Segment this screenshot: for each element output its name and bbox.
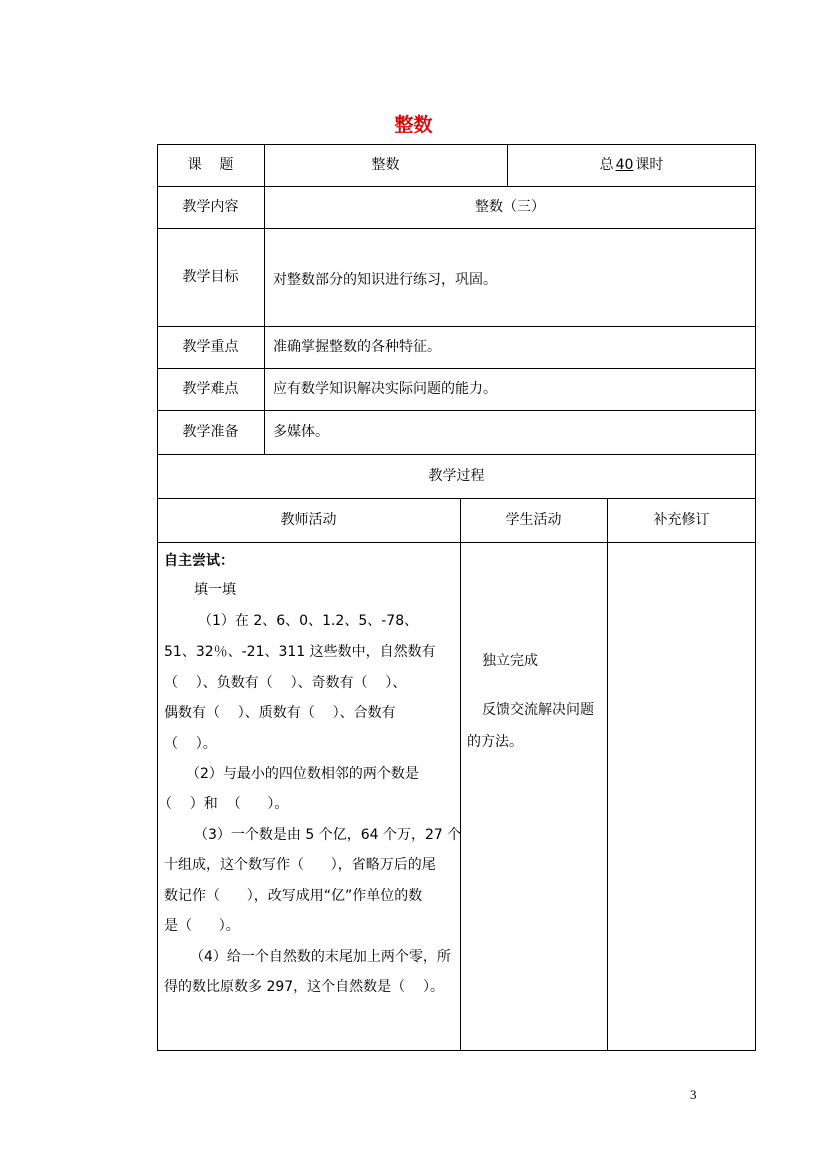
row-label-preparation: 教学准备 (182, 424, 239, 440)
teacher-line: 十组成，这个数写作（ ），省略万后的尾 (164, 857, 436, 873)
student-line: 的方法。 (467, 734, 523, 750)
row-divider (157, 186, 756, 187)
row-divider (157, 542, 756, 543)
total-suffix: 课时 (635, 157, 664, 173)
student-line: 独立完成 (482, 653, 538, 669)
total-hours-number: 40 (615, 157, 634, 173)
row-divider (157, 368, 756, 369)
teacher-line: 数记作（ ），改写成用“亿”作单位的数 (164, 888, 423, 904)
teacher-line: 填一填 (194, 582, 236, 598)
row-value-difficulty: 应有数学知识解决实际问题的能力。 (273, 381, 497, 397)
teacher-line: （1）在 2、6、0、1.2、5、-78、 (198, 613, 419, 629)
row-label-keypoint: 教学重点 (182, 339, 239, 355)
row-divider (157, 498, 756, 499)
page-number: 3 (690, 1087, 697, 1102)
teacher-line: （ ）。 (164, 736, 217, 752)
student-revise-divider (607, 498, 608, 1051)
total-prefix: 总 (599, 157, 614, 173)
teacher-line: （2）与最小的四位数相邻的两个数是 (186, 766, 419, 782)
row-divider (157, 228, 756, 229)
row-value-keypoint: 准确掌握整数的各种特征。 (273, 339, 441, 355)
row-value-preparation: 多媒体。 (273, 424, 329, 440)
teacher-line: （ ）、负数有（ ）、奇数有（ ）、 (164, 675, 407, 691)
teacher-line: （4）给一个自然数的末尾加上两个零，所 (190, 949, 451, 965)
row-divider (157, 410, 756, 411)
student-line: 反馈交流解决问题 (482, 702, 594, 718)
row-label-difficulty: 教学难点 (182, 381, 239, 397)
teacher-line: 得的数比原数多 297，这个自然数是（ ）。 (164, 979, 444, 995)
document-title: 整数 (394, 114, 433, 136)
teacher-line: 偶数有（ ）、质数有（ ）、合数有 (164, 705, 396, 721)
subject-value: 整数 (371, 157, 400, 173)
teacher-line: 51、32％、-21、311 这些数中，自然数有 (164, 644, 436, 660)
row-value-content: 整数（三） (475, 199, 545, 215)
teacher-line: （ ）和 （ ）。 (158, 796, 289, 812)
row-value-objective: 对整数部分的知识进行练习，巩固。 (273, 272, 497, 288)
row-divider (157, 326, 756, 327)
subject-label: 课 题 (187, 157, 234, 173)
row-label-objective: 教学目标 (182, 269, 239, 285)
teacher-student-divider (460, 498, 461, 1051)
teacher-activity-header: 教师活动 (280, 512, 337, 528)
revision-header: 补充修订 (653, 512, 710, 528)
teacher-line: （3）一个数是由 5 个亿，64 个万，27 个 (194, 827, 462, 843)
teacher-line: 自主尝试： (164, 553, 234, 569)
total-hours (507, 158, 756, 172)
row-divider (157, 454, 756, 455)
label-column-divider (264, 144, 265, 454)
student-activity-header: 学生活动 (505, 512, 562, 528)
process-heading: 教学过程 (428, 468, 485, 484)
teacher-line: 是（ ）。 (164, 918, 240, 934)
row-label-content: 教学内容 (182, 199, 239, 215)
